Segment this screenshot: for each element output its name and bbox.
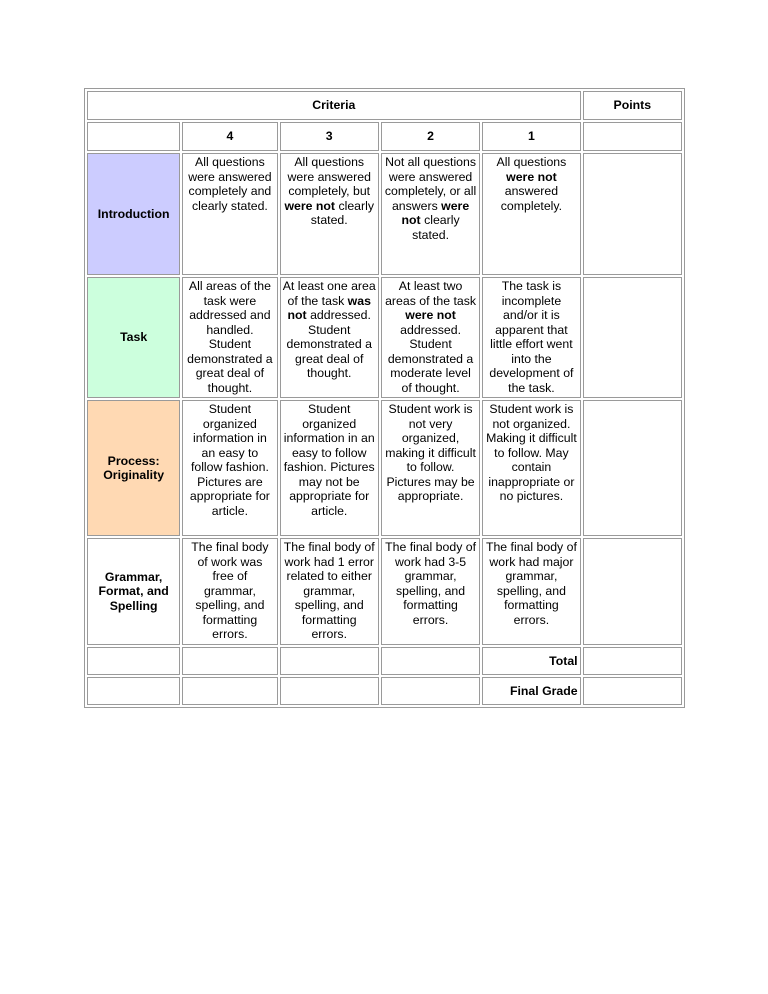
rubric-table xyxy=(84,88,685,708)
rubric-row-grammar xyxy=(87,538,682,645)
criterion-label: Introduction xyxy=(87,153,180,275)
score-2-heading: 2 xyxy=(381,122,480,151)
criterion-cell: Student work is not organized. Making it difficult to follow. May contain inappropriate or no pictures. xyxy=(482,400,580,536)
criteria-header-row xyxy=(87,91,682,120)
criterion-cell: The task is incomplete and/or it is apparent that little effort went into the development of the task. xyxy=(482,277,580,398)
total-points-cell[interactable] xyxy=(583,647,682,675)
score-1-heading: 1 xyxy=(482,122,580,151)
criterion-cell: All questions were answered completely, but were not clearly stated. xyxy=(280,153,379,275)
criterion-cell: The final body of work had major grammar, spelling, and formatting errors. xyxy=(482,538,580,645)
rubric-row-task xyxy=(87,277,682,398)
criterion-cell: All questions were not answered completely. xyxy=(482,153,580,275)
score-4-heading: 4 xyxy=(182,122,277,151)
total-row xyxy=(87,647,682,675)
points-cell[interactable] xyxy=(583,277,682,398)
final-grade-row xyxy=(87,677,682,705)
final-grade-points-cell[interactable] xyxy=(583,677,682,705)
criterion-cell: Not all questions were answered completely, or all answers were not clearly stated. xyxy=(381,153,480,275)
rubric-row-process xyxy=(87,400,682,536)
score-header-row xyxy=(87,122,682,151)
rubric-row-introduction xyxy=(87,153,682,275)
criterion-cell: All questions were answered completely and clearly stated. xyxy=(182,153,277,275)
criterion-cell: At least two areas of the task were not addressed. Student demonstrated a moderate level of thought. xyxy=(381,277,480,398)
final-grade-label: Final Grade xyxy=(482,677,580,705)
criterion-cell: At least one area of the task was not addressed. Student demonstrated a great deal of thought. xyxy=(280,277,379,398)
points-cell[interactable] xyxy=(583,400,682,536)
total-label: Total xyxy=(482,647,580,675)
criterion-cell: Student organized information in an easy to follow fashion. Pictures are appropriate for article. xyxy=(182,400,277,536)
criterion-cell: The final body of work had 1 error related to either grammar, spelling, and formatting errors. xyxy=(280,538,379,645)
criterion-cell: Student work is not very organized, making it difficult to follow. Pictures may be appropriate. xyxy=(381,400,480,536)
criterion-label: Process: Originality xyxy=(87,400,180,536)
blank-corner-cell xyxy=(87,122,180,151)
score-3-heading: 3 xyxy=(280,122,379,151)
criterion-cell: The final body of work had 3-5 grammar, spelling, and formatting errors. xyxy=(381,538,480,645)
criterion-cell: All areas of the task were addressed and handled. Student demonstrated a great deal of thought. xyxy=(182,277,277,398)
points-cell[interactable] xyxy=(583,538,682,645)
criteria-heading: Criteria xyxy=(87,91,581,120)
points-cell[interactable] xyxy=(583,153,682,275)
criterion-label: Task xyxy=(87,277,180,398)
criterion-cell: The final body of work was free of grammar, spelling, and formatting errors. xyxy=(182,538,277,645)
points-blank-cell xyxy=(583,122,682,151)
criterion-label: Grammar, Format, and Spelling xyxy=(87,538,180,645)
points-heading: Points xyxy=(583,91,682,120)
criterion-cell: Student organized information in an easy to follow fashion. Pictures may not be appropriate for article. xyxy=(280,400,379,536)
